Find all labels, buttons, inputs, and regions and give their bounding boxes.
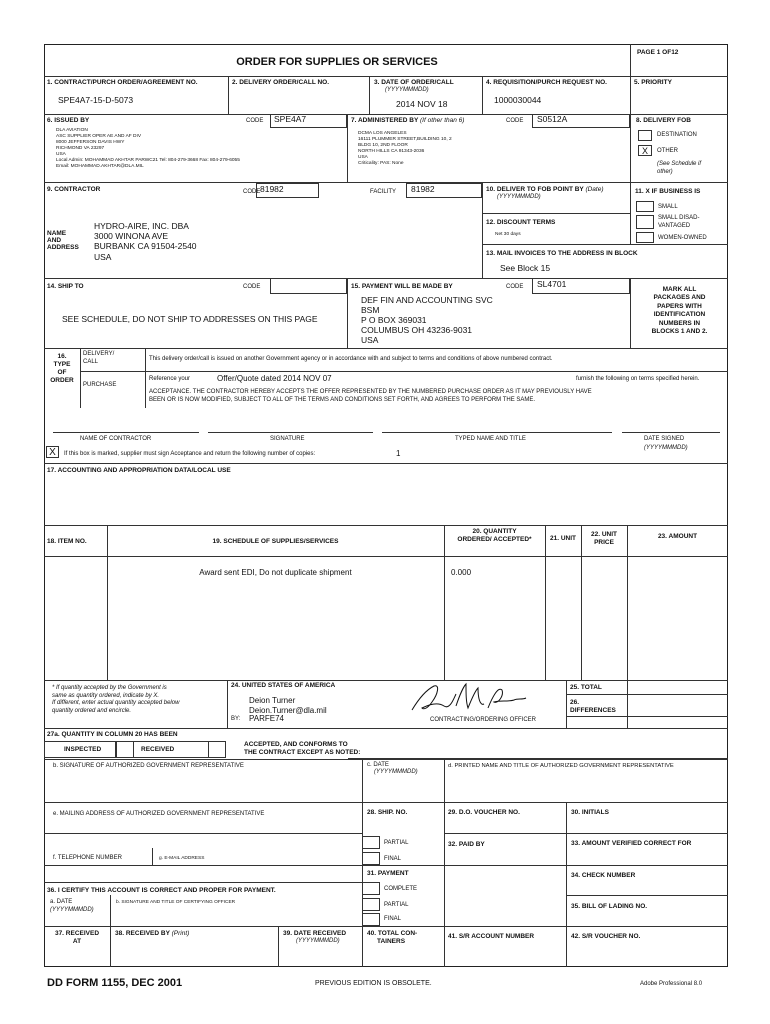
issued-by-code-label: CODE [246,118,264,124]
rule [44,463,728,464]
rule [482,182,483,278]
telephone-label: f. TELEPHONE NUMBER [53,855,122,861]
rule [444,525,445,680]
software-note: Adobe Professional 8.0 [640,981,703,987]
payment-label: 31. PAYMENT [367,870,409,877]
small-label: SMALL [658,204,678,210]
received-checkbox[interactable] [116,741,134,758]
mark-all-packages: MARK ALL PACKAGES AND PAPERS WITH IDENTIFICATION NUMBERS IN BLOCKS 1 AND 2. [651,286,708,336]
accepted-label: ACCEPTED, AND CONFORMS TO THE CONTRACT EXCEPT AS NOTED: [244,741,361,756]
rule [630,114,631,182]
contractor-address: HYDRO-AIRE, INC. DBA 3000 WINONA AVE BURBANK CA 91504-2540 USA [94,221,197,262]
delivery-order-text: This delivery order/call is issued on another Government agency or in accordance with and subject to terms and conditions of above numbered contract. [149,356,553,362]
rule [362,759,363,802]
unit-price-header: 22. UNIT PRICE [590,531,617,546]
date-received-label: 39. DATE RECEIVED [283,930,347,937]
name-of-contractor-line [53,432,199,433]
rule [566,895,728,896]
fob-note-1: (See Schedule if [657,161,702,167]
contract-no-value[interactable]: SPE4A7-15-D-5073 [58,95,134,105]
rule [362,926,363,967]
rule [630,182,631,244]
quantity-footnote: * If quantity accepted by the Government is same as quantity ordered, indicate by X. If different, enter actual quantity accepted below quantity ordered and encircle. [52,685,180,714]
rule [145,371,728,372]
destination-label: DESTINATION [657,132,697,138]
quantity-value: 0.000 [451,568,472,577]
contractor-code: 81982 [260,184,284,194]
administered-code: S0512A [537,114,568,124]
contractor-label: 9. CONTRACTOR [47,186,101,193]
rule [369,76,370,114]
acceptance-text-2: BEEN OR IS NOW MODIFIED, SUBJECT TO ALL OF THE TERMS AND CONDITIONS SET FORTH, AND AGREES TO PERFORM THE SAME. [149,397,536,403]
final-payment-label: FINAL [384,916,402,922]
rule [444,802,445,926]
rule [347,278,348,348]
total-containers-label: 40. TOTAL CON- TAINERS [367,930,418,946]
discount-terms-value: Net 30 days [495,232,521,237]
discount-terms-label: 12. DISCOUNT TERMS [486,219,556,226]
rule [44,833,362,834]
certify-date-format: (YYYYMMMDD) [50,907,94,913]
rule [44,680,728,681]
rule [581,525,582,680]
rule [107,525,108,680]
deliver-fob-format: (YYYYMMMDD) [497,194,541,200]
received-by-label: 38. RECEIVED BY (Print) [115,930,190,937]
certify-label: 36. I CERTIFY THIS ACCOUNT IS CORRECT AND PROPER FOR PAYMENT. [47,887,276,894]
priority-label: 5. PRIORITY [634,79,672,86]
gov-rep-signature-label: b. SIGNATURE OF AUTHORIZED GOVERNMENT REPRESENTATIVE [53,763,244,769]
rule [80,371,145,372]
acceptance-text-1: ACCEPTANCE. THE CONTRACTOR HEREBY ACCEPTS THE OFFER REPRESENTED BY THE NUMBERED PURCHASE ORDER AS IT MAY PREVIOUSLY HAVE [149,389,592,395]
rule [44,525,728,526]
notes-line [348,758,728,759]
rule [566,680,567,728]
mail-invoices-label: 13. MAIL INVOICES TO THE ADDRESS IN BLOCK [486,250,638,257]
issued-by-label: 6. ISSUED BY [47,117,90,124]
partial-ship-label: PARTIAL [384,840,409,846]
obsolete-note: PREVIOUS EDITION IS OBSOLETE. [315,980,432,987]
received-label: RECEIVED [141,746,175,753]
gov-rep-date-format: (YYYYMMMDD) [374,769,418,775]
rule [566,716,728,717]
order-date-value[interactable]: 2014 NOV 18 [396,99,448,109]
quantity-col20-label: 27a. QUANTITY IN COLUMN 20 HAS BEEN [47,731,178,738]
final-payment-checkbox[interactable] [362,913,380,926]
acceptance-required-checkbox[interactable]: X [46,446,59,458]
issued-by-address: DLA AVIATION ASC SUPPLIER OPER AE AND AF DIV 8000 JEFFERSON DAVIS HWY RICHMOND VA 23297 USA Local Admin: MOHAMMAD AKHTAR PARWC21 Tel: 804-279-3668 Fax: 804-279-6055 Email: MOHAMMAD.AKHTAR@DLA.MIL [56,128,240,169]
total-label: 25. TOTAL [570,684,602,691]
ship-to-label: 14. SHIP TO [47,283,84,290]
payment-address: DEF FIN AND ACCOUNTING SVC BSM P O BOX 369031 COLUMBUS OH 43236-9031 USA [361,295,493,346]
rule [44,182,728,183]
ship-no-label: 28. SHIP. NO. [367,809,408,816]
form-title: ORDER FOR SUPPLIES OR SERVICES [236,56,438,68]
other-checkbox[interactable]: X [638,145,652,156]
rule [228,76,229,114]
small-disadvantaged-label: SMALL DISAD- VANTAGED [658,215,700,229]
voucher-no-label: 29. D.O. VOUCHER NO. [448,809,520,816]
ship-to-value: SEE SCHEDULE, DO NOT SHIP TO ADDRESSES ON THIS PAGE [62,314,318,324]
fob-note-2: other) [657,169,673,175]
purchase-option[interactable]: PURCHASE [83,382,117,388]
unit-header: 21. UNIT [549,535,576,542]
signature-label: SIGNATURE [270,436,305,442]
contractor-code-label: CODE [243,189,261,195]
rule [444,833,566,834]
rule [482,213,630,214]
form-number: DD FORM 1155, DEC 2001 [47,977,183,989]
rule [145,348,146,408]
check-number-label: 34. CHECK NUMBER [571,872,636,879]
delivery-order-label: 2. DELIVERY ORDER/CALL NO. [232,79,330,86]
rule [630,76,631,114]
ship-to-code-label: CODE [243,284,261,290]
rule [482,244,728,245]
rule [566,926,567,967]
signature-line [208,432,373,433]
contract-no-label: 1. CONTRACT/PURCH ORDER/AGREEMENT NO. [47,79,198,86]
officer-signature [404,680,530,720]
mail-invoices-value: See Block 15 [500,263,551,273]
by-label: BY: [231,716,241,722]
rule [627,680,628,728]
initials-label: 30. INITIALS [571,809,609,816]
bill-of-lading-label: 35. BILL OF LADING NO. [571,903,648,910]
deliver-fob-label: 10. DELIVER TO FOB POINT BY (Date) [486,186,604,193]
rule [566,694,728,695]
rule [44,348,728,349]
email-label: g. E-MAIL ADDRESS [159,856,205,861]
name-of-contractor-label: NAME OF CONTRACTOR [80,436,152,442]
rule [627,525,628,680]
administered-by-label: 7. ADMINISTERED BY (If other than 6) [351,117,465,124]
rule [444,926,445,967]
rule [444,759,445,802]
accounting-label: 17. ACCOUNTING AND APPROPRIATION DATA/LOCAL USE [47,467,231,474]
issued-by-code: SPE4A7 [274,114,307,124]
rule [227,680,228,728]
gov-rep-address-label: e. MAILING ADDRESS OF AUTHORIZED GOVERNMENT REPRESENTATIVE [53,811,265,817]
contracting-officer-label: CONTRACTING/ORDERING OFFICER [430,717,536,723]
rule [44,865,728,866]
partial-payment-checkbox[interactable] [362,898,380,911]
payment-by-label: 15. PAYMENT WILL BE MADE BY [351,283,453,290]
rule [44,76,728,77]
rule [110,895,111,926]
requisition-value[interactable]: 1000030044 [494,95,542,105]
delivery-fob-label: 8. DELIVERY FOB [636,117,691,124]
gov-rep-name-label: d. PRINTED NAME AND TITLE OF AUTHORIZED GOVERNMENT REPRESENTATIVE [448,763,674,769]
schedule-header: 19. SCHEDULE OF SUPPLIES/SERVICES [212,538,339,545]
administered-code-label: CODE [506,118,524,124]
payment-code-label: CODE [506,284,524,290]
small-checkbox[interactable] [636,201,654,212]
rule [482,76,483,114]
rule [545,525,546,680]
rule [566,802,567,926]
final-ship-label: FINAL [384,856,402,862]
partial-ship-checkbox[interactable] [362,836,380,849]
received-at-label: 37. RECEIVED AT [54,930,100,946]
sr-voucher-label: 42. S/R VOUCHER NO. [571,933,641,940]
sr-account-label: 41. S/R ACCOUNT NUMBER [448,933,535,940]
typed-name-line [382,432,612,433]
delivery-call-option[interactable]: DELIVERY/ CALL [83,351,115,365]
rule [278,926,279,967]
small-disadvantaged-checkbox[interactable] [636,215,654,229]
rule [110,926,111,967]
rule [44,728,728,729]
rule [44,882,362,883]
officer-code: PARFE74 [249,714,284,723]
women-owned-checkbox[interactable] [636,232,654,243]
rule [44,759,728,760]
administered-by-address: DCMA LOS ANGELES 16111 PLUMMER STREET,BUILDING 10, 2 BLDG 10, 2ND FLOOR NORTH HILLS CA 91343-2036 USA Criticality: PAS: None [358,131,452,166]
facility-label: FACILITY [370,189,397,195]
rule [80,348,81,408]
partial-payment-label: PARTIAL [384,902,409,908]
complete-payment-checkbox[interactable] [362,882,380,895]
accepted-checkbox[interactable] [208,741,226,758]
quantity-header: 20. QUANTITY ORDERED/ ACCEPTED* [457,528,532,543]
amount-header: 23. AMOUNT [657,533,698,540]
typed-name-label: TYPED NAME AND TITLE [455,436,526,442]
certify-date-label: a. DATE [50,899,73,905]
copies-text: If this box is marked, supplier must sign Acceptance and return the following number of copies: [64,451,316,457]
rule [44,926,728,927]
order-date-format: (YYYYMMMDD) [385,87,429,93]
date-signed-format: (YYYYMMMDD) [644,445,688,451]
date-signed-label: DATE SIGNED [644,436,685,442]
order-date-label: 3. DATE OF ORDER/CALL [374,79,454,86]
type-of-order-label: 16. TYPE OF ORDER [50,353,74,385]
reference-value: Offer/Quote dated 2014 NOV 07 [217,374,332,383]
usa-label: 24. UNITED STATES OF AMERICA [231,682,336,689]
amount-verified-label: 33. AMOUNT VERIFIED CORRECT FOR [571,840,692,847]
copies-value: 1 [396,449,401,458]
final-ship-checkbox[interactable] [362,852,380,865]
name-and-address-label: NAME AND ADDRESS [47,230,79,252]
certifying-officer-label: b. SIGNATURE AND TITLE OF CERTIFYING OFFICER [116,900,236,905]
inspected-label: INSPECTED [64,746,102,753]
differences-label: 26. DIFFERENCES [570,699,616,715]
gov-rep-date-label: c. DATE [367,762,389,768]
officer-info: Deion Turner Deion.Turner@dla.mil [249,696,327,715]
schedule-description: Award sent EDI, Do not duplicate shipment [199,568,352,577]
reference-tail: furnish the following on terms specified herein. [576,376,700,382]
facility-code: 81982 [411,184,435,194]
paid-by-label: 32. PAID BY [448,841,485,848]
other-label: OTHER [657,148,678,154]
requisition-label: 4. REQUISITION/PURCH REQUEST NO. [486,79,607,86]
rule [347,114,348,182]
business-type-label: 11. X IF BUSINESS IS [635,188,701,195]
payment-code: SL4701 [537,279,567,289]
rule [152,848,153,865]
rule [630,44,631,76]
rule [566,833,728,834]
item-no-header: 18. ITEM NO. [47,538,87,545]
women-owned-label: WOMEN-OWNED [658,235,707,241]
complete-payment-label: COMPLETE [384,886,418,892]
rule [44,556,728,557]
date-signed-line [622,432,720,433]
ship-to-code-box[interactable] [270,278,347,294]
page-number: PAGE 1 OF12 [637,49,679,56]
date-received-format: (YYYYMMMDD) [296,938,340,944]
reference-label: Reference your [149,376,191,382]
destination-checkbox[interactable] [638,130,652,141]
rule [44,802,728,803]
